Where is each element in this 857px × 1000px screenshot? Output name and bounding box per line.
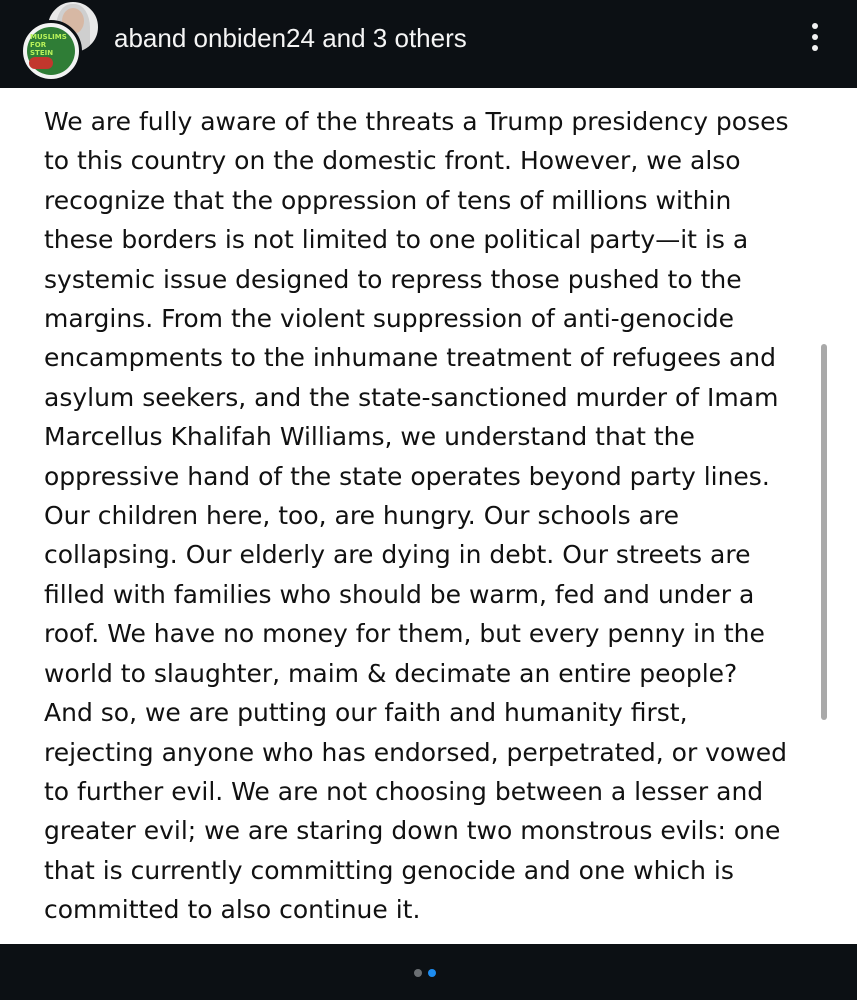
account-avatar[interactable] (20, 20, 82, 82)
post-text-line: margins. From the violent suppression of anti-genocide (44, 304, 735, 334)
page-dot-active[interactable] (428, 969, 436, 977)
more-vertical-icon (812, 45, 818, 51)
more-vertical-icon (812, 23, 818, 29)
post-text-line: greater evil; we are staring down two monstrous evils: one (44, 816, 781, 846)
post-text-line: to further evil. We are not choosing between a lesser and (44, 776, 764, 806)
post-text-line: filled with families who should be warm, fed and under a (44, 579, 755, 609)
post-text-line: oppressive hand of the state operates beyond party lines. (44, 461, 770, 491)
more-vertical-icon (812, 34, 818, 40)
avatar-logo-text: MUSLIMS FOR STEIN (30, 33, 67, 57)
post-text-line: world to slaughter, maim & decimate an entire people? (44, 658, 738, 688)
post-text-line: rejecting anyone who has endorsed, perpetrated, or vowed (44, 737, 787, 767)
scrollbar[interactable] (821, 344, 827, 720)
page-dot[interactable] (414, 969, 422, 977)
post-text-line: to this country on the domestic front. However, we also (44, 146, 741, 176)
post-text (44, 102, 834, 930)
post-text-line: Marcellus Khalifah Williams, we understand that the (44, 422, 695, 452)
post-text-line: encampments to the inhumane treatment of refugees and (44, 343, 777, 373)
more-options-button[interactable] (800, 16, 830, 58)
account-names[interactable]: aband onbiden24 and 3 others (114, 23, 467, 53)
post-text-line: collapsing. Our elderly are dying in debt. Our streets are (44, 540, 751, 570)
post-text-line: these borders is not limited to one political party—it is a (44, 225, 749, 255)
post-text-line: committed to also continue it. (44, 895, 421, 925)
story-header (0, 0, 857, 88)
post-text-line: asylum seekers, and the state-sanctioned murder of Imam (44, 382, 779, 412)
post-text-line: And so, we are putting our faith and humanity first, (44, 698, 688, 728)
post-text-line: roof. We have no money for them, but every penny in the (44, 619, 765, 649)
story-footer (0, 944, 857, 1000)
post-text-line: that is currently committing genocide and one which is (44, 855, 734, 885)
post-text-line: Our children here, too, are hungry. Our schools are (44, 501, 679, 531)
post-content (0, 88, 857, 944)
post-text-line: recognize that the oppression of tens of millions within (44, 185, 732, 215)
page-indicator (414, 969, 436, 977)
post-text-line: We are fully aware of the threats a Trump presidency poses (44, 107, 789, 136)
post-text-line: systemic issue designed to repress those pushed to the (44, 264, 742, 294)
avatar-logo-accent (29, 57, 53, 69)
